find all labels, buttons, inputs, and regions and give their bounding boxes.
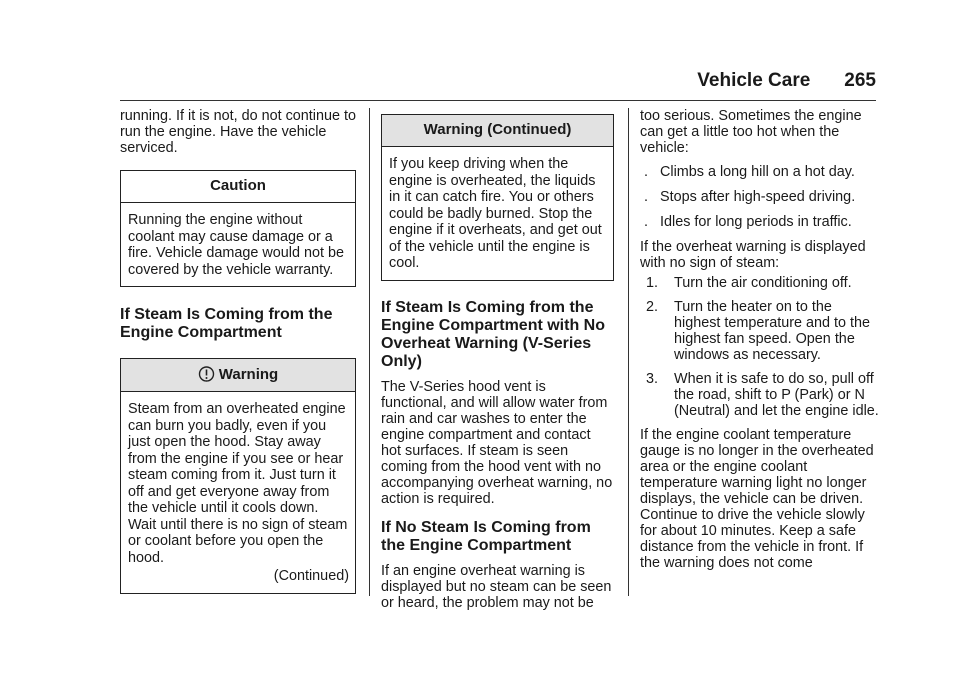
list-item: [640, 214, 880, 230]
section-heading: If No Steam Is Coming from the Engine Compartment: [381, 518, 591, 554]
header-rule: [120, 100, 876, 101]
step-text: Turn the air conditioning off.: [674, 275, 852, 291]
warning-continued-box: [381, 114, 614, 281]
bullet-mark: .: [644, 214, 648, 230]
bullet-mark: .: [644, 164, 648, 180]
column-left: [120, 108, 356, 594]
step-item: [640, 299, 880, 363]
warning-continued-text: If you keep driving when the engine is overheated, the liquids in it can catch fire. You or others could be badly burned. Stop the engine if it overheats, and get out of the vehicle until the engine is cool.: [389, 156, 602, 271]
list-item-text: Stops after high-speed driving.: [660, 189, 856, 205]
condition-list: [640, 164, 880, 230]
column-divider: [369, 108, 370, 596]
continued-note: (Continued): [273, 568, 349, 584]
step-number: 2.: [646, 299, 659, 315]
closing-paragraph: If the engine coolant temperature gauge is no longer in the overheated area or the engine coolant temperature warning light no longer displays, the vehicle can be driven. Continue to drive the vehicle slowly for about 10 minutes. Keep a safe distance from the vehicle in front. If the warning does not come: [640, 427, 874, 571]
step-item: [640, 371, 880, 419]
section-heading: If Steam Is Coming from the Engine Compartment: [120, 306, 333, 341]
page-number: 265: [844, 70, 876, 91]
list-item: [640, 164, 880, 180]
paragraph: If an engine overheat warning is displayed but no steam can be seen or heard, the problem may not be: [381, 562, 612, 611]
caution-title: Caution: [121, 171, 355, 203]
paragraph: The V-Series hood vent is functional, and will allow water from rain and car washes to enter the engine compartment and contact hot surfaces. If steam is seen coming from the hood vent with no accompanying overheat warning, no action is required.: [381, 378, 613, 507]
column-middle: [381, 108, 614, 611]
step-number: 1.: [646, 275, 659, 291]
page-header: [697, 70, 876, 96]
warning-icon: [198, 366, 215, 382]
list-item-text: Climbs a long hill on a hot day.: [660, 164, 855, 180]
bullet-mark: .: [644, 189, 648, 205]
list-item-text: Idles for long periods in traffic.: [660, 214, 852, 230]
warning-box: [120, 358, 356, 594]
list-item: [640, 189, 880, 205]
warning-text: Steam from an overheated engine can burn you badly, even if you just open the hood. Stay away from the engine if you see or hear steam coming from it. Just turn it off and get everyone away from the vehicle until it cools down. Wait until there is no sign of steam or coolant before you open the hood.: [128, 401, 348, 566]
section-title: Vehicle Care: [697, 70, 811, 91]
step-text: When it is safe to do so, pull off the road, shift to P (Park) or N (Neutral) and let the engine idle.: [674, 371, 879, 419]
step-list: [640, 275, 880, 419]
column-right: [640, 108, 880, 571]
warning-header: [121, 359, 355, 392]
intro-paragraph: running. If it is not, do not continue to run the engine. Have the vehicle serviced.: [120, 108, 356, 156]
section-heading: If Steam Is Coming from the Engine Compartment with No Overheat Warning (V-Series Only): [381, 298, 605, 370]
step-number: 3.: [646, 371, 659, 387]
intro-paragraph: too serious. Sometimes the engine can get a little too hot when the vehicle:: [640, 108, 862, 156]
warning-continued-title: Warning (Continued): [382, 115, 613, 147]
lead-paragraph: If the overheat warning is displayed with no sign of steam:: [640, 239, 866, 271]
caution-text: Running the engine without coolant may cause damage or a fire. Vehicle damage would not be covered by the vehicle warranty.: [128, 212, 344, 278]
caution-box: [120, 170, 356, 287]
step-item: [640, 275, 880, 291]
column-divider: [628, 108, 629, 596]
warning-title: Warning: [218, 366, 279, 383]
step-text: Turn the heater on to the highest temperature and to the highest fan speed. Open the windows as necessary.: [674, 299, 871, 363]
warning-body: [121, 392, 355, 593]
